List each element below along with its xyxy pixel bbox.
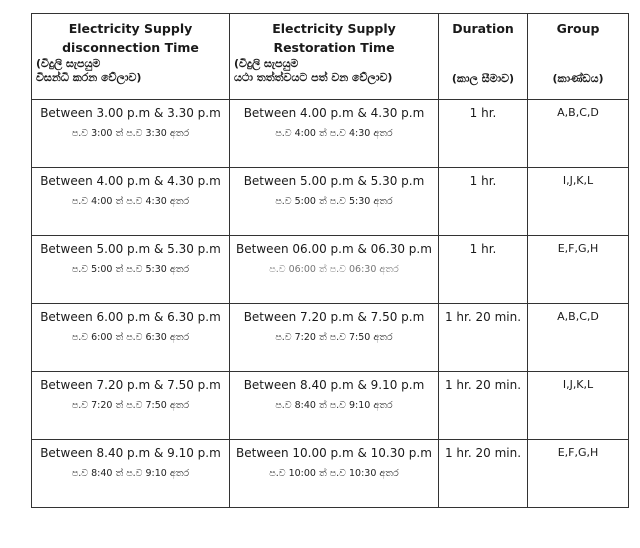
restoration-time-cell: [230, 236, 439, 304]
restoration-time-cell: [230, 440, 439, 508]
group-value: I,J,K,L: [562, 174, 594, 187]
duration-value: 1 hr. 20 min.: [444, 310, 522, 324]
disconnect-time-sinhala: ප.ව 3:00 ත් ප.ව 3:30 අතර: [71, 128, 190, 139]
disconnect-time-sinhala: ප.ව 8:40 ත් ප.ව 9:10 අතර: [71, 468, 190, 479]
table-row: [32, 372, 629, 440]
disconnect-time-cell: [32, 304, 230, 372]
header-row: [32, 14, 629, 100]
table-row: [32, 440, 629, 508]
disconnect-time-sinhala: ප.ව 4:00 ත් ප.ව 4:30 අතර: [71, 196, 190, 207]
restoration-time-sinhala: ප.ව 4:00 ත් ප.ව 4:30 අතර: [275, 128, 393, 139]
duration-value: 1 hr.: [469, 106, 497, 120]
group-cell: [528, 100, 629, 168]
power-cut-schedule-table: [31, 13, 629, 508]
group-value: A,B,C,D: [557, 106, 599, 119]
header-restoration-time: [230, 14, 439, 100]
header-duration: [439, 14, 528, 100]
duration-value: 1 hr. 20 min.: [444, 378, 522, 392]
disconnect-time-cell: [32, 100, 230, 168]
disconnect-time-cell: [32, 372, 230, 440]
duration-value: 1 hr.: [469, 174, 497, 188]
restoration-time-cell: [230, 100, 439, 168]
disconnect-time-cell: [32, 440, 230, 508]
table-row: [32, 236, 629, 304]
restoration-time-cell: [230, 304, 439, 372]
restoration-time-cell: [230, 372, 439, 440]
header-group-label: Group: [556, 21, 600, 36]
header-disconnect-label: Electricity Supply disconnection Time: [62, 21, 199, 55]
restoration-time: Between 7.20 p.m & 7.50 p.m: [243, 310, 425, 324]
disconnect-time: Between 5.00 p.m & 5.30 p.m: [40, 242, 221, 256]
duration-cell: [439, 100, 528, 168]
group-value: A,B,C,D: [557, 310, 599, 323]
header-group-label-sinhala: (කාණ්ඩය): [552, 72, 604, 85]
group-cell: [528, 168, 629, 236]
duration-cell: [439, 168, 528, 236]
duration-value: 1 hr. 20 min.: [444, 446, 522, 460]
restoration-time: Between 06.00 p.m & 06.30 p.m: [236, 242, 432, 256]
table-row: [32, 168, 629, 236]
header-duration-label-sinhala: (කාල සීමාව): [451, 72, 515, 85]
group-value: E,F,G,H: [557, 446, 599, 459]
disconnect-time-sinhala: ප.ව 5:00 ත් ප.ව 5:30 අතර: [71, 264, 190, 275]
disconnect-time-cell: [32, 168, 230, 236]
restoration-time-sinhala: ප.ව 10:00 ත් ප.ව 10:30 අතර: [269, 468, 399, 479]
restoration-time: Between 5.00 p.m & 5.30 p.m: [243, 174, 425, 188]
restoration-time-cell: [230, 168, 439, 236]
duration-cell: [439, 304, 528, 372]
duration-cell: [439, 236, 528, 304]
duration-cell: [439, 372, 528, 440]
restoration-time: Between 8.40 p.m & 9.10 p.m: [243, 378, 425, 392]
restoration-time: Between 10.00 p.m & 10.30 p.m: [236, 446, 432, 460]
group-cell: [528, 440, 629, 508]
group-value: E,F,G,H: [557, 242, 599, 255]
header-duration-label: Duration: [452, 21, 514, 36]
table-row: [32, 304, 629, 372]
disconnect-time: Between 4.00 p.m & 4.30 p.m: [40, 174, 221, 188]
disconnect-time-cell: [32, 236, 230, 304]
group-value: I,J,K,L: [562, 378, 594, 391]
duration-value: 1 hr.: [469, 242, 497, 256]
duration-cell: [439, 440, 528, 508]
disconnect-time-sinhala: ප.ව 7:20 ත් ප.ව 7:50 අතර: [71, 400, 190, 411]
group-cell: [528, 236, 629, 304]
header-restoration-label-sinhala: (විදුලි සැපයුම යථා තත්ත්වයට පත් වන වේලාව): [234, 57, 393, 84]
restoration-time: Between 4.00 p.m & 4.30 p.m: [243, 106, 425, 120]
restoration-time-sinhala: ප.ව 06:00 ත් ප.ව 06:30 අතර: [269, 264, 399, 275]
disconnect-time: Between 3.00 p.m & 3.30 p.m: [40, 106, 221, 120]
restoration-time-sinhala: ප.ව 8:40 ත් ප.ව 9:10 අතර: [275, 400, 393, 411]
disconnect-time-sinhala: ප.ව 6:00 ත් ප.ව 6:30 අතර: [71, 332, 190, 343]
disconnect-time: Between 6.00 p.m & 6.30 p.m: [40, 310, 221, 324]
disconnect-time: Between 7.20 p.m & 7.50 p.m: [40, 378, 221, 392]
header-restoration-label: Electricity Supply Restoration Time: [272, 21, 396, 55]
header-disconnect-time: [32, 14, 230, 100]
restoration-time-sinhala: ප.ව 7:20 ත් ප.ව 7:50 අතර: [275, 332, 393, 343]
header-group: [528, 14, 629, 100]
table-row: [32, 100, 629, 168]
restoration-time-sinhala: ප.ව 5:00 ත් ප.ව 5:30 අතර: [275, 196, 393, 207]
group-cell: [528, 304, 629, 372]
group-cell: [528, 372, 629, 440]
disconnect-time: Between 8.40 p.m & 9.10 p.m: [40, 446, 221, 460]
header-disconnect-label-sinhala: (විදුලි සැපයුම විසන්ධි කරන වේලාව): [36, 57, 142, 84]
